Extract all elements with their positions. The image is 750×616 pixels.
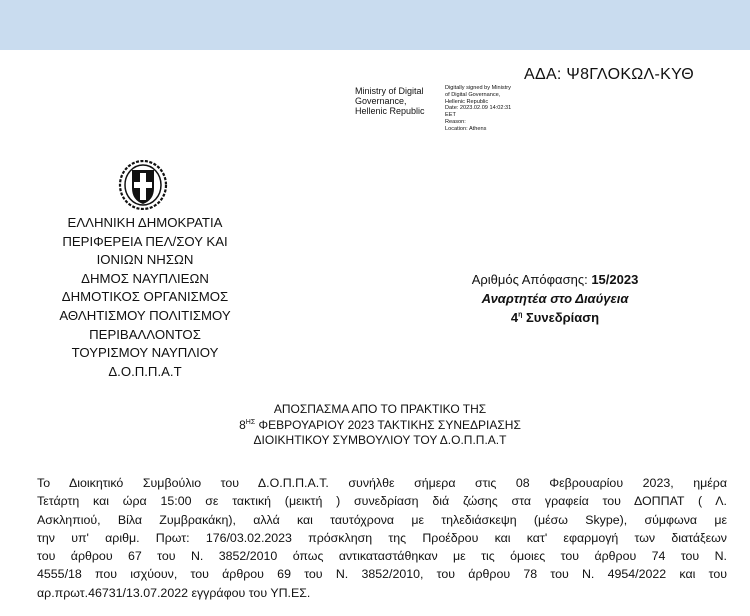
document-title [160,402,600,449]
signature-detail-line: Reason: [445,118,466,125]
signature-organization [355,86,445,116]
body-line: Ασκληπιού, Βίλα Ζυμβρακάκη), αλλά και ταυτόχρονα με τηλεδιάσκεψη (μέσω Skype), σύμφωνα με [37,512,727,527]
title-day-ordinal: ΗΣ [245,418,256,426]
body-line: Τετάρτη και ώρα 15:00 σε τακτική (μεικτή ) συνεδρίαση διά ζώσης στα γραφεία του ΔΟΠΠΑΤ ( Λ. [37,494,727,509]
signature-detail-line: Digitally signed by Ministry [445,85,511,91]
ada-code: ΑΔΑ: Ψ8ΓΛΟΚΩΛ-ΚΥΘ [524,66,694,83]
body-paragraph [37,474,727,602]
session-line [440,308,670,327]
title-line: ΑΠΟΣΠΑΣΜΑ ΑΠΟ ΤΟ ΠΡΑΚΤΙΚΟ ΤΗΣ [273,402,487,416]
header-line: ΕΛΛΗΝΙΚΗ ΔΗΜΟΚΡΑΤΙΑ [67,215,223,230]
header-line: ΠΕΡΙΦΕΡΕΙΑ ΠΕΛ/ΣΟΥ ΚΑΙ [62,233,228,249]
session-ordinal: η [518,311,523,319]
decision-number-line [440,270,670,289]
header-line: ΤΟΥΡΙΣΜΟΥ ΝΑΥΠΛΙΟΥ [71,345,219,361]
session-number: 4 [510,310,519,325]
signature-details [445,85,540,133]
signature-org-line: Hellenic Republic [355,106,425,116]
decision-number: 15/2023 [591,272,639,287]
title-session-date: ΦΕΒΡΟΥΑΡΙΟΥ 2023 ΤΑΚΤΙΚΗΣ ΣΥΝΕΔΡΙΑΣΗΣ [255,417,521,432]
header-line: Δ.Ο.Π.Π.Α.Τ [108,363,182,379]
title-line [160,418,600,434]
header-line: ΔΗΜΟΤΙΚΟΣ ΟΡΓΑΝΙΣΜΟΣ [61,289,229,305]
top-banner [0,0,750,50]
issuer-header [40,214,250,381]
signature-detail-line: Hellenic Republic [445,98,489,105]
header-line: ΔΗΜΟΣ ΝΑΥΠΛΙΕΩΝ [81,270,209,286]
signature-detail-line: EET [445,112,456,119]
signature-detail-line: Location: Athens [445,125,487,132]
body-line: Το Διοικητικό Συμβούλιο του Δ.Ο.Π.Π.Α.Τ. συνήλθε σήμερα στις 08 Φεβρουαρίου 2023, ημέρα [37,476,727,490]
header-line: ΠΕΡΙΒΑΛΛΟΝΤΟΣ [89,326,201,342]
body-line: την υπ' αριθμ. Πρωτ: 176/03.02.2023 πρόσκληση της Προέδρου και κατ' εφαρμογή των διατάξεων [37,530,727,545]
body-line: αρ.πρωτ.46731/13.07.2022 εγγράφου του ΥΠ.ΕΣ. [37,585,311,600]
signature-detail-line: Date: 2023.02.09 14:02:31 [445,105,512,112]
greek-coat-of-arms-icon [118,160,168,210]
header-line: ΑΘΛΗΤΙΣΜΟΥ ΠΟΛΙΤΙΣΜΟΥ [59,307,231,323]
signature-detail-line: of Digital Governance, [445,91,501,98]
body-line: του άρθρου 67 του Ν. 3852/2010 όπως αντικαταστάθηκαν με τις όμοιες του άρθρου 74 του Ν. [37,549,727,564]
decision-block [440,270,670,327]
header-line: ΙΟΝΙΩΝ ΝΗΣΩΝ [96,252,194,268]
body-line: 4555/18 που ισχύουν, του άρθρου 69 του Ν. 3852/2010, του άρθρου 78 του Ν. 4954/2022 και του [37,567,727,582]
session-label: Συνεδρίαση [522,310,600,325]
posting-note: Αναρτητέα στο Διαύγεια [481,291,629,306]
signature-org-line: Governance, [355,96,407,106]
title-line: ΔΙΟΙΚΗΤΙΚΟΥ ΣΥΜΒΟΥΛΙΟΥ ΤΟΥ Δ.Ο.Π.Π.Α.Τ [253,433,507,447]
decision-number-label: Αριθμός Απόφασης: [471,272,592,287]
title-day: 8 [239,417,246,432]
signature-org-line: Ministry of Digital [355,86,424,96]
